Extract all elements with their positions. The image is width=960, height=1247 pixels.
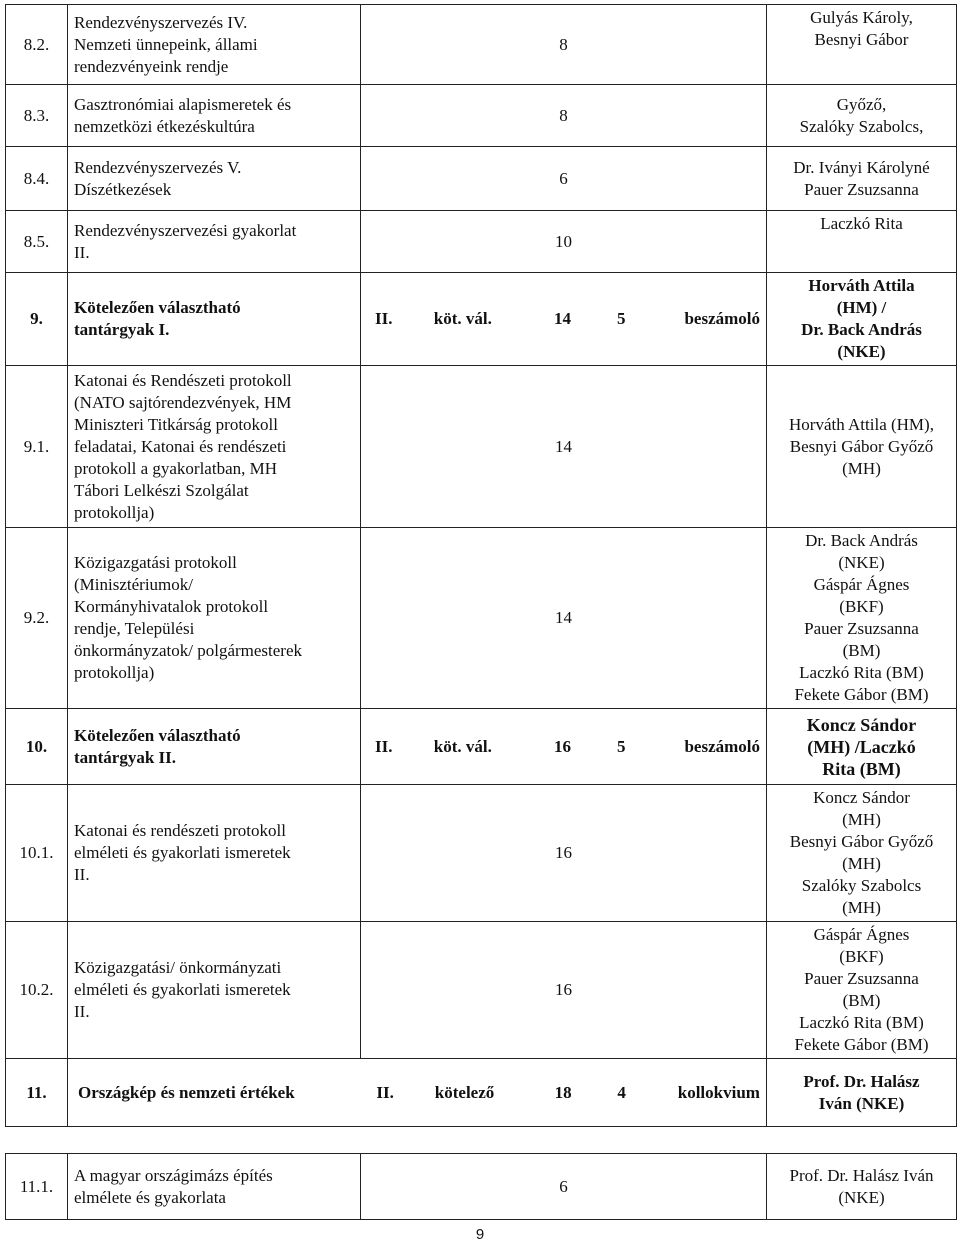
lecturer: Dr. Iványi Károlyné Pauer Zsuzsanna [767,147,957,211]
subject-hours: 8 [361,5,767,85]
subject-title: Katonai és Rendészeti protokoll (NATO sajtórendezvények, HM Miniszteri Titkárság protokoll feladatai, Katonai és rendészeti protokoll a gyakorlatban, MH Tábori Lelkészi Szolgálat protokollja) [68,366,361,528]
module-info [361,709,767,785]
row-number: 11.1. [6,1154,68,1220]
module-lecturer: Prof. Dr. Halász Iván (NKE) [767,1059,957,1127]
lecturer: Laczkó Rita [767,211,957,273]
module-title: Országkép és nemzeti értékek [78,1082,295,1102]
module-lecturer: Koncz Sándor (MH) /Laczkó Rita (BM) [767,709,957,785]
spacer-row [6,1127,957,1154]
module-info [361,273,767,366]
module-exam: kollokvium [677,1082,760,1102]
table-row [6,5,957,85]
row-number: 10.2. [6,922,68,1059]
module-lecturer: Horváth Attila (HM) / Dr. Back András (NKE) [767,273,957,366]
lecturer: Horváth Attila (HM), Besnyi Gábor Győző (MH) [767,366,957,528]
module-credits: 5 [617,309,626,328]
module-exam: beszámoló [684,309,760,328]
table-row [6,1154,957,1220]
lecturer: Győző, Szalóky Szabolcs, [767,85,957,147]
module-row [6,273,957,366]
subject-title: Rendezvényszervezési gyakorlat II. [68,211,361,273]
module-semester: II. [376,1082,394,1102]
subject-title: A magyar országimázs építés elmélete és gyakorlata [68,1154,361,1220]
row-number: 8.3. [6,85,68,147]
table-row [6,211,957,273]
lecturer: Dr. Back András (NKE) Gáspár Ágnes (BKF) Pauer Zsuzsanna (BM) Laczkó Rita (BM) Fekete Gábor (BM) [767,528,957,709]
module-semester: II. [375,309,393,328]
subject-title: Gasztronómiai alapismeretek és nemzetközi étkezéskultúra [68,85,361,147]
row-number: 10.1. [6,785,68,922]
lecturer: Prof. Dr. Halász Iván (NKE) [767,1154,957,1220]
page-number: 9 [475,1226,485,1243]
module-number: 11. [6,1059,68,1127]
lecturer: Gáspár Ágnes (BKF) Pauer Zsuzsanna (BM) Laczkó Rita (BM) Fekete Gábor (BM) [767,922,957,1059]
module-hours: 16 [554,736,571,756]
subject-title: Közigazgatási/ önkormányzati elméleti és gyakorlati ismeretek II. [68,922,361,1059]
module-number: 9. [6,273,68,366]
lecturer: Gulyás Károly, Besnyi Gábor [767,5,957,85]
module-exam: beszámoló [684,736,760,756]
subject-hours: 6 [361,1154,767,1220]
module-title: Kötelezően választható tantárgyak I. [68,273,361,366]
subject-title: Közigazgatási protokoll (Minisztériumok/ Kormányhivatalok protokoll rendje, Települési önkormányzatok/ polgármesterek protokollja) [68,528,361,709]
module-type: kötelező [434,1082,495,1102]
module-hours: 14 [554,309,571,328]
subject-hours: 16 [361,785,767,922]
module-type: köt. vál. [433,736,492,756]
module-row [6,1059,957,1127]
module-row [6,709,957,785]
subject-hours: 8 [361,85,767,147]
table-row [6,85,957,147]
table-row [6,147,957,211]
table-row [6,366,957,528]
module-number: 10. [6,709,68,785]
module-title: Kötelezően választható tantárgyak II. [68,709,361,785]
subject-hours: 16 [361,922,767,1059]
row-number: 8.5. [6,211,68,273]
table-row [6,922,957,1059]
subject-title: Rendezvényszervezés IV. Nemzeti ünnepeink, állami rendezvényeink rendje [68,5,361,85]
row-number: 9.1. [6,366,68,528]
table-row [6,785,957,922]
module-type: köt. vál. [433,309,492,328]
module-info [68,1059,767,1127]
module-semester: II. [375,736,393,756]
subject-hours: 10 [361,211,767,273]
subject-title: Katonai és rendészeti protokoll elméleti és gyakorlati ismeretek II. [68,785,361,922]
row-number: 8.2. [6,5,68,85]
subject-hours: 6 [361,147,767,211]
module-credits: 5 [617,736,626,756]
curriculum-table [5,4,957,1220]
module-credits: 4 [617,1082,626,1102]
lecturer: Koncz Sándor (MH) Besnyi Gábor Győző (MH) Szalóky Szabolcs (MH) [767,785,957,922]
module-hours: 18 [554,1082,572,1102]
table-row [6,528,957,709]
subject-title: Rendezvényszervezés V. Díszétkezések [68,147,361,211]
subject-hours: 14 [361,528,767,709]
row-number: 8.4. [6,147,68,211]
subject-hours: 14 [361,366,767,528]
row-number: 9.2. [6,528,68,709]
